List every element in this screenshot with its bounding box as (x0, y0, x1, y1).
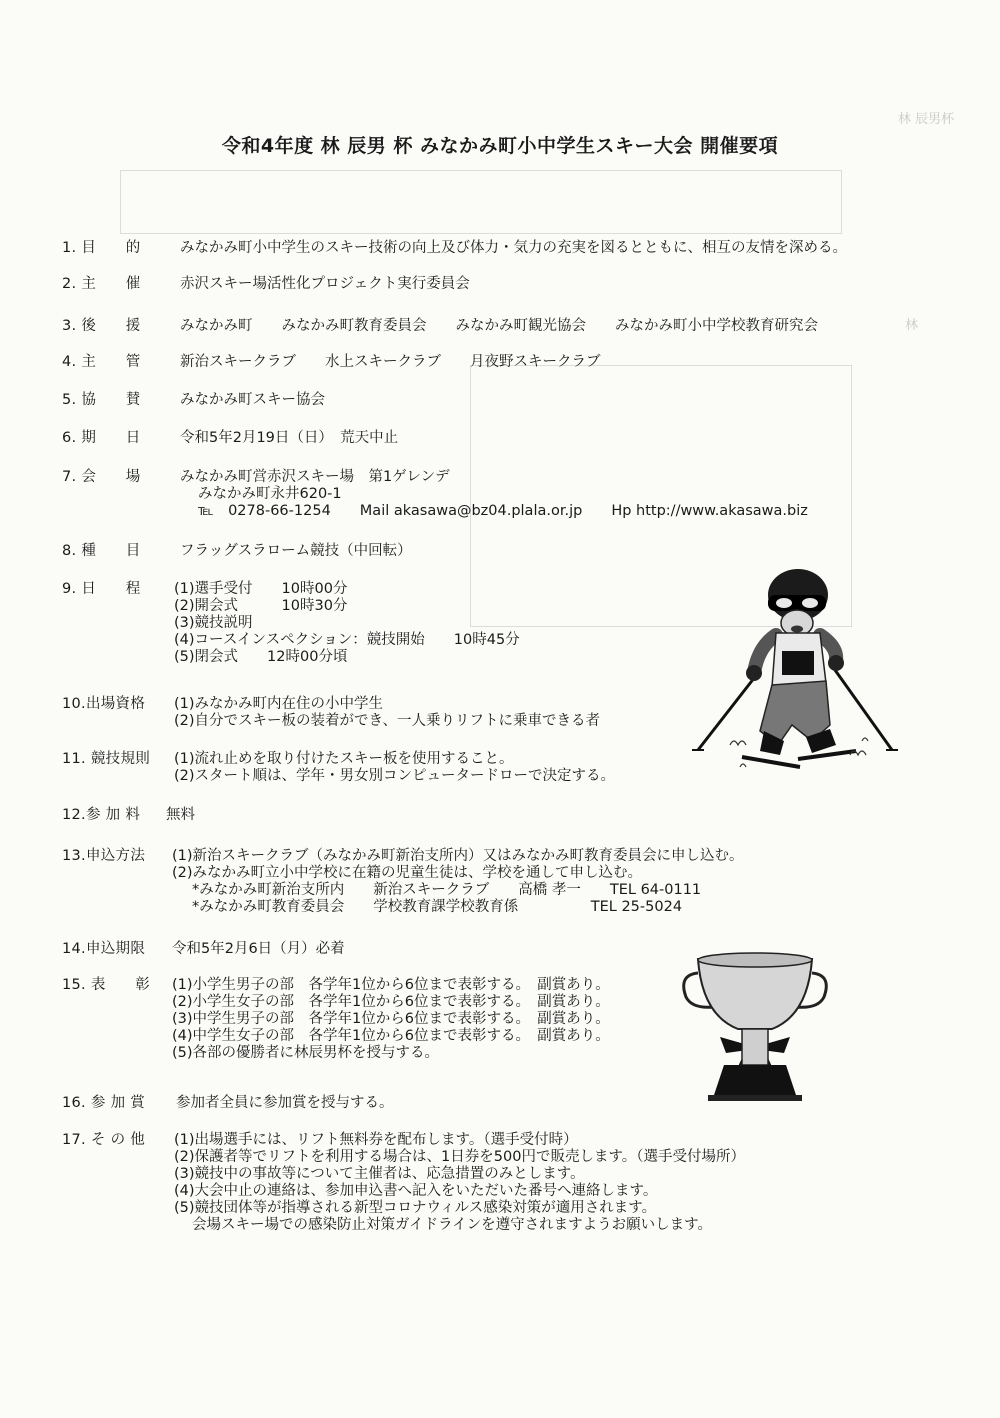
section-line: (2)保護者等でリフトを利用する場合は、1日券を500円で販売します。（選手受付場所） (174, 1149, 746, 1165)
section-line: みなかみ町 みなかみ町教育委員会 みなかみ町観光協会 みなかみ町小中学校教育研究会 (180, 318, 818, 334)
section-line: (5)各部の優勝者に林辰男杯を授与する。 (172, 1045, 440, 1061)
section-line: フラッグスラローム競技（中回転） (180, 543, 412, 559)
section-line: (3)中学生男子の部 各学年1位から6位まで表彰する。 副賞あり。 (172, 1011, 610, 1027)
skier-illustration (680, 555, 910, 795)
section-line: (1)新治スキークラブ（みなかみ町新治支所内）又はみなかみ町教育委員会に申し込む。 (172, 848, 744, 864)
trophy-illustration (680, 945, 830, 1105)
bleed-through-box (120, 170, 842, 234)
section-body (174, 751, 615, 785)
section-line: (2)自分でスキー板の装着ができ、一人乗りリフトに乗車できる者 (174, 713, 600, 729)
page-title: 令和4年度 林 辰男 杯 みなかみ町小中学生スキー大会 開催要項 (221, 135, 779, 157)
bleed-through-mark: 林 (905, 318, 919, 333)
section-label: 14.申込期限 (62, 941, 146, 957)
section-label: 16. 参 加 賞 (62, 1095, 146, 1111)
section-body (180, 276, 470, 293)
section-label: 3. 後 援 (62, 318, 141, 334)
section-line: 無料 (166, 807, 195, 823)
section-label: 1. 目 的 (62, 240, 141, 256)
section-line: 参加者全員に参加賞を授与する。 (176, 1095, 394, 1111)
section-line: (4)中学生女子の部 各学年1位から6位まで表彰する。 副賞あり。 (172, 1028, 610, 1044)
section-line: ℡ 0278-66-1254 Mail akasawa@bz04.plala.or.jp Hp http://www.akasawa.biz (198, 503, 808, 519)
section-body (180, 392, 325, 409)
section-label: 7. 会 場 (62, 469, 141, 485)
section-label: 6. 期 日 (62, 430, 141, 446)
section-label: 12.参 加 料 (62, 807, 141, 823)
section-label: 4. 主 管 (62, 354, 141, 370)
section-body (174, 1132, 745, 1234)
section-body (180, 318, 818, 335)
section-line: みなかみ町小中学生のスキー技術の向上及び体力・気力の充実を図るとともに、相互の友情を深める。 (180, 240, 847, 256)
section-line: (4)コースインスペクション：競技開始 10時45分 (174, 632, 520, 648)
section-line: みなかみ町永井620-1 (198, 486, 342, 502)
section-body (166, 807, 195, 824)
section-line: (5)閉会式 12時00分頃 (174, 649, 348, 665)
section-label: 17. そ の 他 (62, 1132, 146, 1148)
section-body (172, 941, 345, 958)
section-line: みなかみ町営赤沢スキー場 第1ゲレンデ (180, 469, 450, 485)
section-label: 8. 種 目 (62, 543, 141, 559)
section-line: (2)小学生女子の部 各学年1位から6位まで表彰する。 副賞あり。 (172, 994, 610, 1010)
section-body (180, 469, 808, 520)
section-label: 2. 主 催 (62, 276, 141, 292)
section-line: みなかみ町スキー協会 (180, 392, 325, 408)
section-label: 15. 表 彰 (62, 977, 151, 993)
section-body (176, 1095, 394, 1112)
section-body (172, 977, 610, 1062)
section-line: 令和5年2月6日（月）必着 (172, 941, 345, 957)
section-body (172, 848, 744, 916)
section-line: (1)小学生男子の部 各学年1位から6位まで表彰する。 副賞あり。 (172, 977, 610, 993)
section-label: 9. 日 程 (62, 581, 141, 597)
section-line: *みなかみ町教育委員会 学校教育課学校教育係 TEL 25-5024 (192, 899, 683, 915)
section-line: 新治スキークラブ 水上スキークラブ 月夜野スキークラブ (180, 354, 601, 370)
section-label: 5. 協 賛 (62, 392, 141, 408)
section-line: (3)競技説明 (174, 615, 253, 631)
section-line: (1)みなかみ町内在住の小中学生 (174, 696, 384, 712)
section-label: 13.申込方法 (62, 848, 146, 864)
section-line: 会場スキー場での感染防止対策ガイドラインを遵守されますようお願いします。 (192, 1217, 712, 1233)
section-body (174, 696, 600, 730)
section-label: 10.出場資格 (62, 696, 146, 712)
section-line: (3)競技中の事故等について主催者は、応急措置のみとします。 (174, 1166, 585, 1182)
section-line: *みなかみ町新治支所内 新治スキークラブ 高橋 孝一 TEL 64-0111 (192, 882, 702, 898)
section-line: (5)競技団体等が指導される新型コロナウィルス感染対策が適用されます。 (174, 1200, 657, 1216)
section-line: 令和5年2月19日（日） 荒天中止 (180, 430, 399, 446)
section-body (180, 240, 847, 257)
section-line: (1)選手受付 10時00分 (174, 581, 348, 597)
section-body (174, 581, 520, 666)
section-line: (1)流れ止めを取り付けたスキー板を使用すること。 (174, 751, 514, 767)
section-line: (2)みなかみ町立小中学校に在籍の児童生徒は、学校を通して申し込む。 (172, 865, 643, 881)
section-line: (1)出場選手には、リフト無料券を配布します。（選手受付時） (174, 1132, 578, 1148)
section-line: (2)スタート順は、学年・男女別コンピュータードローで決定する。 (174, 768, 616, 784)
section-body (180, 543, 412, 560)
section-label: 11. 競技規則 (62, 751, 151, 767)
section-body (180, 430, 398, 447)
bleed-through-mark: 林 辰男杯 (898, 112, 955, 127)
section-line: (4)大会中止の連絡は、参加申込書へ記入をいただいた番号へ連絡します。 (174, 1183, 658, 1199)
section-body (180, 354, 601, 371)
section-line: (2)開会式 10時30分 (174, 598, 348, 614)
section-line: 赤沢スキー場活性化プロジェクト実行委員会 (180, 276, 470, 292)
